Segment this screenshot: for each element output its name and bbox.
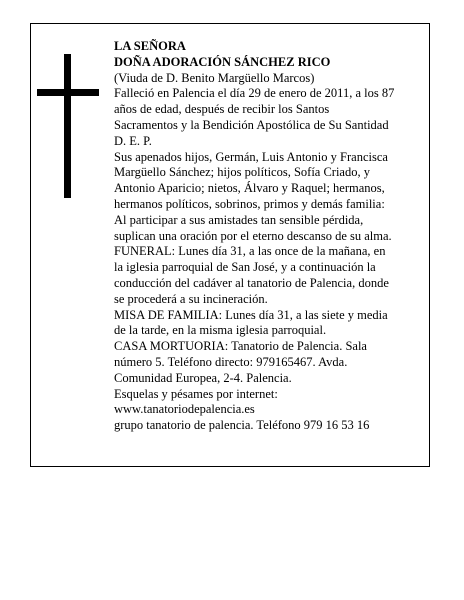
funeral-paragraph: FUNERAL: Lunes día 31, a las once de la mañana, en la iglesia parroquial de San José, y a continuación la conducción del cadáver al tanatorio de Palencia, donde se procederá a su incineración. <box>114 244 389 306</box>
family-paragraph: Sus apenados hijos, Germán, Luis Antonio y Francisca Margüello Sánchez; hijos políticos, Sofía Criado, y Antonio Aparicio; nietos, Álvaro y Raquel; hermanos, hermanos políticos, sobrinos, primos y demás familia: <box>114 149 388 211</box>
cross-vertical-bar <box>64 54 71 198</box>
deceased-name: DOÑA ADORACIÓN SÁNCHEZ RICO <box>114 54 331 69</box>
mass-paragraph: MISA DE FAMILIA: Lunes día 31, a las siete y media de la tarde, en la misma iglesia parroquial. <box>114 307 388 338</box>
footer-line: grupo tanatorio de palencia. Teléfono 979 16 53 16 <box>114 418 370 433</box>
cross-icon <box>37 54 99 198</box>
header-line-1: LA SEÑORA <box>114 39 186 53</box>
obituary-text <box>114 39 426 434</box>
mortuary-paragraph: CASA MORTUORIA: Tanatorio de Palencia. Sala número 5. Teléfono directo: 979165467. Avda. Comunidad Europea, 2-4. Palencia. <box>114 339 367 385</box>
internet-paragraph: Esquelas y pésames por internet: www.tanatoriodepalencia.es <box>114 386 278 417</box>
widow-line: (Viuda de D. Benito Margüello Marcos) <box>114 70 315 85</box>
cross-horizontal-bar <box>37 89 99 96</box>
death-paragraph: Falleció en Palencia el día 29 de enero de 2011, a los 87 años de edad, después de recibir los Santos Sacramentos y la Bendición Apostólica de Su Santidad D. E. P. <box>114 86 395 148</box>
request-paragraph: Al participar a sus amistades tan sensible pérdida, suplican una oración por el eterno descanso de su alma. <box>114 212 392 243</box>
